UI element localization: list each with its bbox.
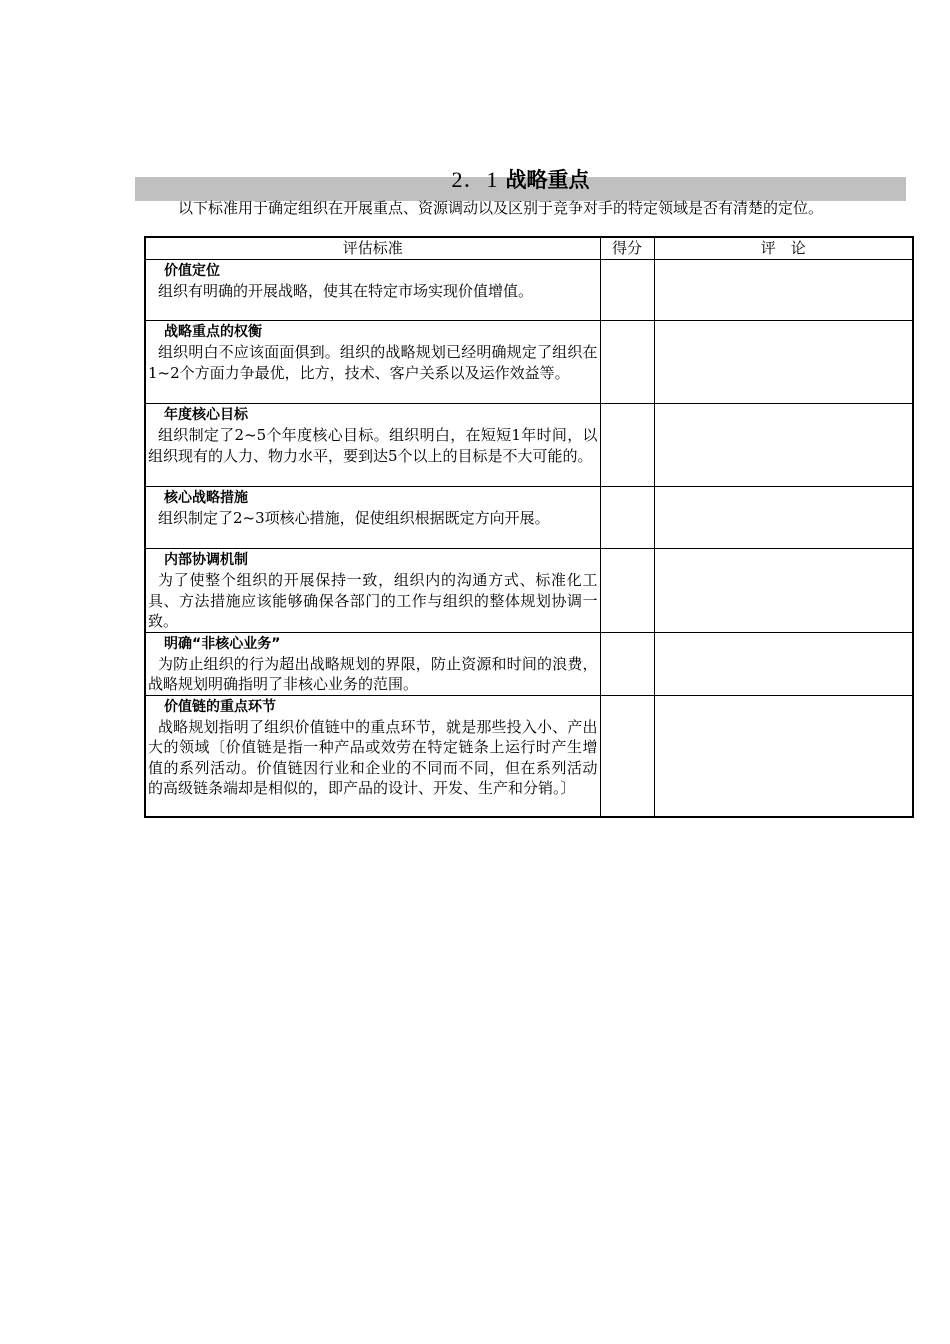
criteria-cell [145,321,600,404]
criteria-description: 组织制定了2~3项核心措施，促使组织根据既定方向开展。 [158,509,550,527]
criteria-cell [145,695,600,817]
header-criteria: 评估标准 [145,237,600,260]
section-title [135,164,906,197]
intro-paragraph: 以下标准用于确定组织在开展重点、资源调动以及区别于竞争对手的特定领域是否有清楚的定位。 [178,199,824,217]
criteria-description: 为了使整个组织的开展保持一致，组织内的沟通方式、标准化工具、方法措施应该能够确保各部门的工作与组织的整体规划协调一致。 [148,571,598,630]
evaluation-table [144,236,914,818]
score-cell[interactable] [600,260,654,321]
table-row [145,549,913,633]
table-row [145,404,913,487]
header-score: 得分 [600,237,654,260]
criteria-description: 为防止组织的行为超出战略规划的界限，防止资源和时间的浪费，战略规划明确指明了非核心业务的范围。 [148,654,598,693]
criteria-description: 战略规划指明了组织价值链中的重点环节，就是那些投入小、产出大的领域〔价值链是指一种产品或效劳在特定链条上运行时产生增值的系列活动。价值链因行业和企业的不同而不同，但在系列活动的高级链条端却是相似的，即产品的设计、开发、生产和分销。〕 [148,717,598,797]
criteria-title: 价值链的重点环节 [164,698,276,715]
score-cell[interactable] [600,549,654,633]
criteria-description: 组织制定了2~5个年度核心目标。组织明白，在短短1年时间，以组织现有的人力、物力水平，要到达5个以上的目标是不大可能的。 [148,426,598,465]
score-cell[interactable] [600,487,654,549]
score-cell[interactable] [600,632,654,695]
section-number: 2．1 [451,167,499,192]
criteria-cell [145,487,600,549]
table-row [145,321,913,404]
criteria-title: 战略重点的权衡 [164,324,262,340]
table-row [145,260,913,321]
criteria-cell [145,260,600,321]
comment-cell[interactable] [654,487,913,549]
comment-cell[interactable] [654,695,913,817]
criteria-description: 组织有明确的开展战略，使其在特定市场实现价值增值。 [158,282,534,300]
score-cell[interactable] [600,695,654,817]
table-row [145,487,913,549]
comment-cell[interactable] [654,549,913,633]
score-cell[interactable] [600,404,654,487]
criteria-cell [145,632,600,695]
comment-cell[interactable] [654,404,913,487]
comment-cell[interactable] [654,632,913,695]
criteria-title: 年度核心目标 [164,407,248,423]
criteria-title: 核心战略措施 [164,490,248,506]
criteria-title: 价值定位 [164,263,220,279]
criteria-cell [145,549,600,633]
table-row [145,695,913,817]
table-row [145,632,913,695]
comment-cell[interactable] [654,321,913,404]
criteria-title: 内部协调机制 [164,552,248,568]
comment-cell[interactable] [654,260,913,321]
header-comment: 评 论 [654,237,913,260]
table-header-row [145,237,913,260]
criteria-description: 组织明白不应该面面俱到。组织的战略规划已经明确规定了组织在1~2个方面力争最优，比方，技术、客户关系以及运作效益等。 [148,343,598,382]
score-cell[interactable] [600,321,654,404]
criteria-title: 明确“非核心业务” [164,635,281,652]
section-title-text: 战略重点 [505,168,590,192]
criteria-cell [145,404,600,487]
